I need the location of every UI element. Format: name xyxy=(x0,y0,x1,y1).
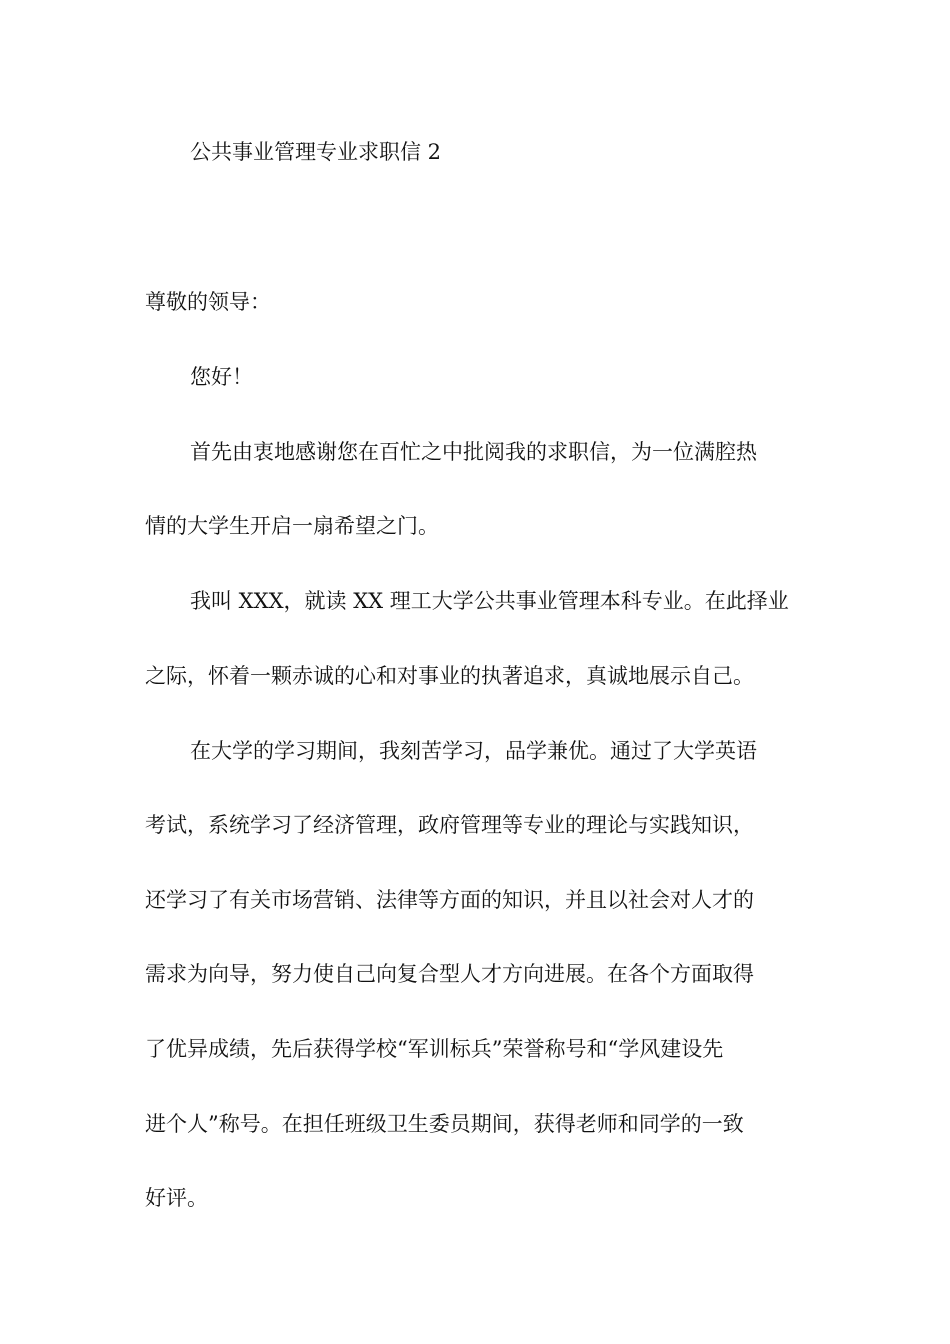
salutation: 尊敬的领导： xyxy=(145,290,271,314)
paragraph-1-line-2: 情的大学生开启一扇希望之门。 xyxy=(145,514,439,538)
paragraph-1-line-1: 首先由衷地感谢您在百忙之中批阅我的求职信，为一位满腔热 xyxy=(190,440,757,464)
paragraph-3-line-4: 需求为向导，努力使自己向复合型人才方向进展。在各个方面取得 xyxy=(145,962,754,986)
paragraph-3-line-6: 进个人”称号。在担任班级卫生委员期间，获得老师和同学的一致 xyxy=(145,1112,744,1136)
paragraph-3-line-5: 了优异成绩，先后获得学校“军训标兵”荣誉称号和“学风建设先 xyxy=(145,1037,724,1061)
paragraph-2-line-2: 之际，怀着一颗赤诚的心和对事业的执著追求，真诚地展示自己。 xyxy=(145,664,754,688)
paragraph-3-line-3: 还学习了有关市场营销、法律等方面的知识，并且以社会对人才的 xyxy=(145,888,754,912)
document-title: 公共事业管理专业求职信 2 xyxy=(190,140,442,164)
paragraph-3-line-1: 在大学的学习期间，我刻苦学习，品学兼优。通过了大学英语 xyxy=(190,739,757,763)
paragraph-3-line-2: 考试，系统学习了经济管理，政府管理等专业的理论与实践知识， xyxy=(145,813,754,837)
greeting: 您好！ xyxy=(190,365,253,389)
paragraph-2-line-1: 我叫 XXX，就读 XX 理工大学公共事业管理本科专业。在此择业 xyxy=(190,589,789,613)
paragraph-3-line-7: 好评。 xyxy=(145,1186,208,1210)
